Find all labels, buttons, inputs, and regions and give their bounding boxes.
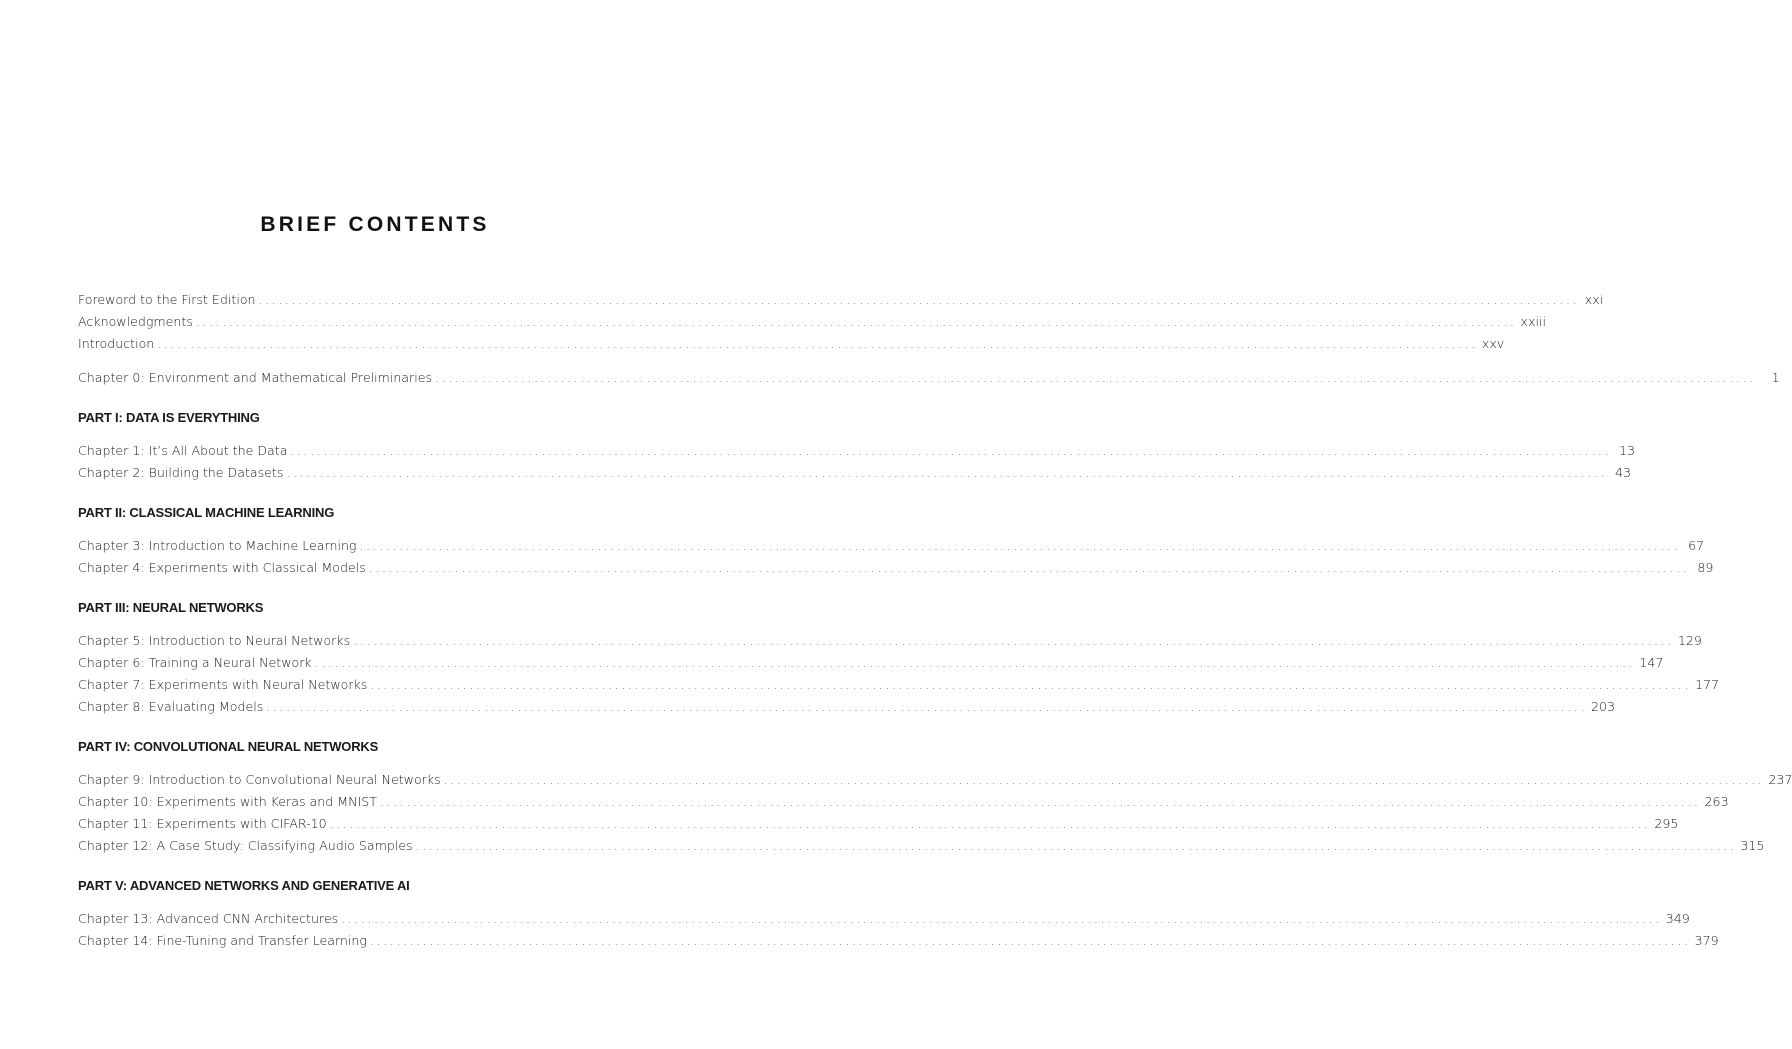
toc-entry[interactable] (78, 908, 1690, 930)
toc-entry[interactable] (78, 557, 1714, 579)
entry-title: Chapter 6: Training a Neural Network (78, 655, 312, 670)
toc-entry[interactable] (78, 333, 1505, 355)
toc-entry[interactable] (78, 769, 1792, 791)
dot-leader: ........................................................................................................................................................................................................ (369, 933, 1691, 948)
entry-title: Chapter 5: Introduction to Neural Networks (78, 633, 351, 648)
page-number: 89 (1697, 560, 1714, 575)
entry-title: Introduction (78, 336, 155, 351)
page-number: 43 (1615, 465, 1632, 480)
page-number: 263 (1704, 794, 1729, 809)
dot-leader: ........................................................................................................................................................................................................ (266, 699, 1587, 714)
page-number: 147 (1639, 655, 1664, 670)
part-heading: PART III: NEURAL NETWORKS (78, 600, 264, 615)
page-number: 67 (1688, 538, 1705, 553)
dot-leader: ........................................................................................................................................................................................................ (286, 465, 1608, 480)
toc-entry[interactable] (78, 835, 1765, 857)
dot-leader: ........................................................................................................................................................................................................ (341, 911, 1662, 926)
dot-leader: ........................................................................................................................................................................................................ (359, 538, 1681, 553)
toc-entry[interactable] (78, 462, 1632, 484)
toc-entry[interactable] (78, 696, 1615, 718)
entry-title: Acknowledgments (78, 314, 193, 329)
page-number: xxi (1584, 292, 1604, 307)
page-number: 177 (1695, 677, 1720, 692)
page-number: xxiii (1520, 314, 1546, 329)
entry-title: Chapter 13: Advanced CNN Architectures (78, 911, 339, 926)
page-number: 13 (1619, 443, 1636, 458)
page-number: xxv (1481, 336, 1505, 351)
entry-title: Chapter 9: Introduction to Convolutional Neural Networks (78, 772, 441, 787)
dot-leader: ........................................................................................................................................................................................................ (290, 443, 1612, 458)
entry-title: Chapter 14: Fine-Tuning and Transfer Learning (78, 933, 367, 948)
entry-title: Chapter 12: A Case Study: Classifying Audio Samples (78, 838, 413, 853)
toc-entry[interactable] (78, 813, 1679, 835)
toc-entry[interactable] (78, 674, 1720, 696)
page-number: 203 (1590, 699, 1615, 714)
dot-leader: ........................................................................................................................................................................................................ (415, 838, 1737, 853)
toc-entry[interactable] (78, 289, 1604, 311)
dot-leader: ........................................................................................................................................................................................................ (195, 314, 1517, 329)
dot-leader: ........................................................................................................................................................................................................ (443, 772, 1765, 787)
toc-entry[interactable] (78, 930, 1719, 952)
entry-title: Chapter 3: Introduction to Machine Learning (78, 538, 357, 553)
entry-title: Chapter 0: Environment and Mathematical Preliminaries (78, 370, 433, 385)
dot-leader: ........................................................................................................................................................................................................ (370, 677, 1691, 692)
entry-title: Foreword to the First Edition (78, 292, 256, 307)
entry-title: Chapter 11: Experiments with CIFAR-10 (78, 816, 327, 831)
dot-leader: ........................................................................................................................................................................................................ (314, 655, 1636, 670)
toc-entry[interactable] (78, 440, 1636, 462)
toc-entry[interactable] (78, 652, 1664, 674)
page-number: 379 (1694, 933, 1719, 948)
entry-title: Chapter 7: Experiments with Neural Networks (78, 677, 368, 692)
toc-entry[interactable] (78, 630, 1702, 652)
toc-entry[interactable] (78, 311, 1546, 333)
part-heading: PART I: DATA IS EVERYTHING (78, 410, 260, 425)
dot-leader: ........................................................................................................................................................................................................ (353, 633, 1674, 648)
entry-title: Chapter 10: Experiments with Keras and MNIST (78, 794, 377, 809)
page-number: 315 (1740, 838, 1765, 853)
dot-leader: ........................................................................................................................................................................................................ (258, 292, 1580, 307)
toc-entry[interactable] (78, 535, 1705, 557)
dot-leader: ........................................................................................................................................................................................................ (379, 794, 1701, 809)
page-number: 295 (1654, 816, 1679, 831)
entry-title: Chapter 2: Building the Datasets (78, 465, 284, 480)
dot-leader: ........................................................................................................................................................................................................ (157, 336, 1478, 351)
page-number: 349 (1665, 911, 1690, 926)
dot-leader: ........................................................................................................................................................................................................ (368, 560, 1690, 575)
part-heading: PART IV: CONVOLUTIONAL NEURAL NETWORKS (78, 739, 379, 754)
part-heading: PART V: ADVANCED NETWORKS AND GENERATIVE AI (78, 878, 410, 893)
part-heading: PART II: CLASSICAL MACHINE LEARNING (78, 505, 335, 520)
toc-entry[interactable] (78, 367, 1780, 389)
entry-title: Chapter 1: It’s All About the Data (78, 443, 288, 458)
toc-entry[interactable] (78, 791, 1729, 813)
page-number: 1 (1771, 370, 1780, 385)
page-number: 129 (1677, 633, 1702, 648)
page-title: BRIEF CONTENTS (260, 213, 490, 237)
entry-title: Chapter 8: Evaluating Models (78, 699, 264, 714)
table-of-contents (78, 289, 1792, 952)
dot-leader: ........................................................................................................................................................................................................ (435, 370, 1756, 385)
page-number: 237 (1768, 772, 1792, 787)
entry-title: Chapter 4: Experiments with Classical Models (78, 560, 366, 575)
dot-leader: ........................................................................................................................................................................................................ (329, 816, 1651, 831)
